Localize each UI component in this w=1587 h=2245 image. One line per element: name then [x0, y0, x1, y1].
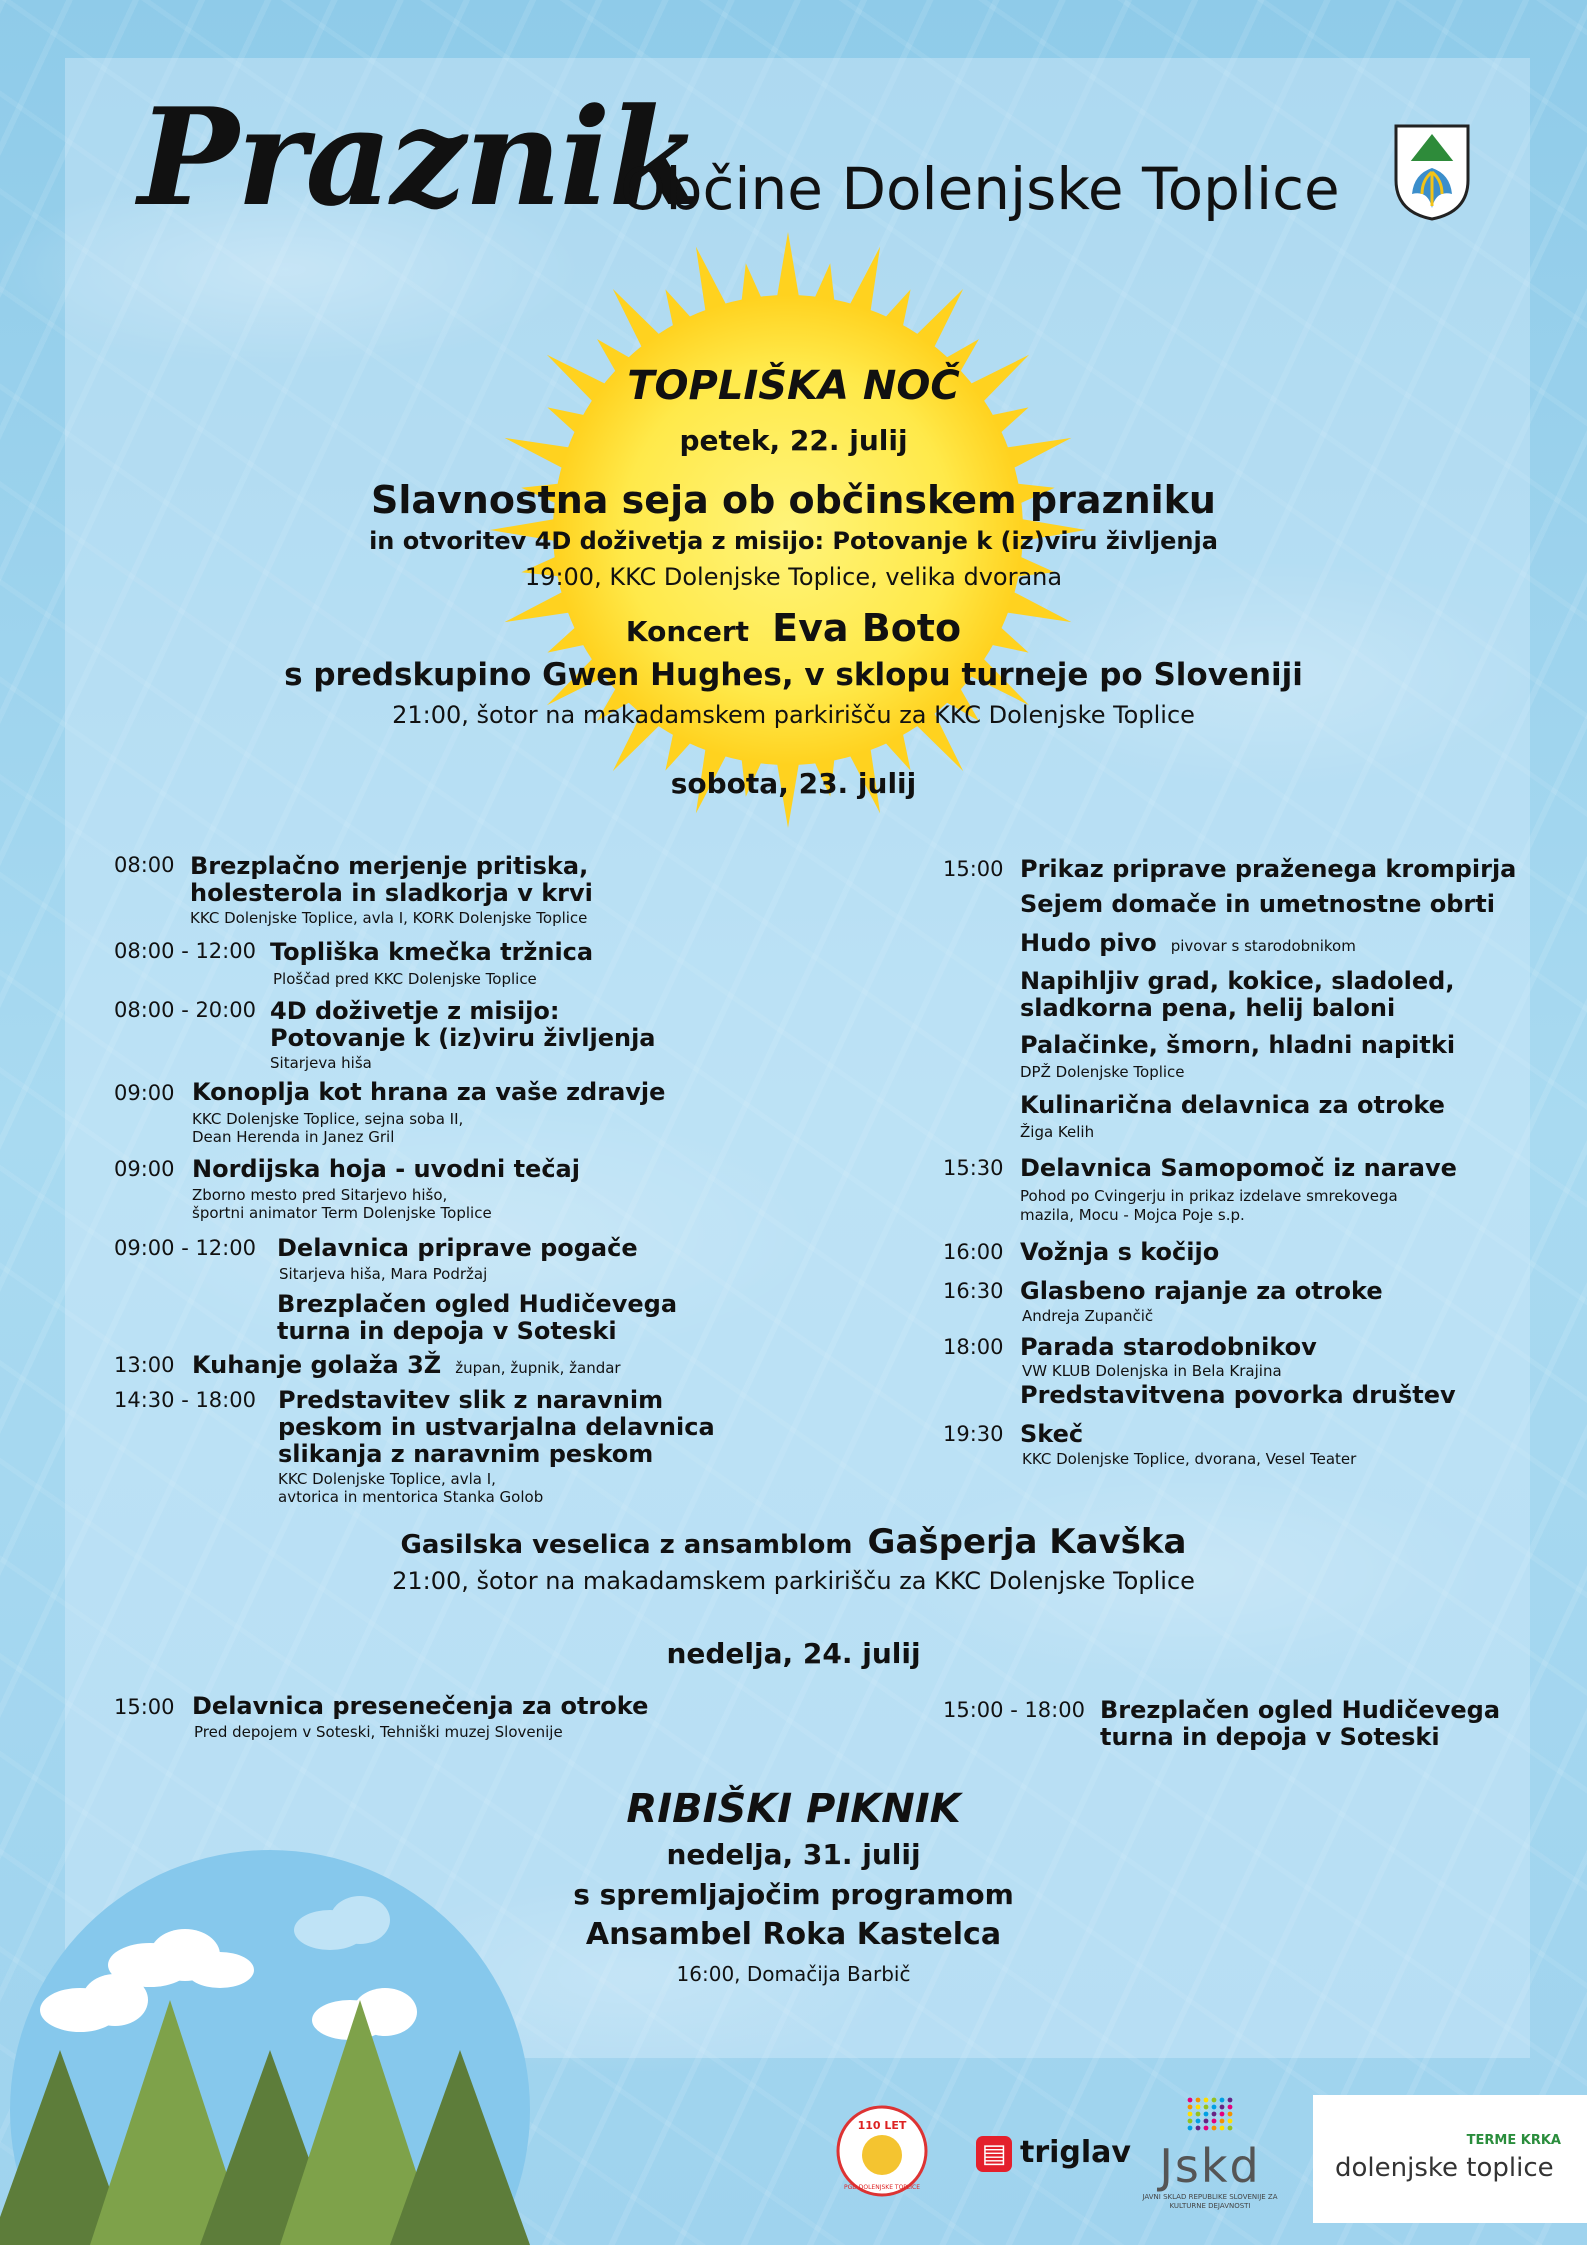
sat-right-6-sub2: mazila, Mocu - Mojca Poje s.p.: [1020, 1206, 1245, 1224]
concert-subtitle: s predskupino Gwen Hughes, v sklopu turneje po Sloveniji: [284, 657, 1303, 693]
sat-right-1-title: Sejem domače in umetnostne obrti: [1020, 890, 1495, 918]
jskd-dot: [1204, 2105, 1209, 2110]
sun-right-title: Brezplačen ogled Hudičevega: [1100, 1696, 1501, 1724]
sat-right-6-time: 15:30: [943, 1156, 1004, 1180]
session-subtitle: in otvoritev 4D doživetja z misijo: Potovanje k (iz)viru življenja: [369, 527, 1218, 555]
picnic-info: 16:00, Domačija Barbič: [676, 1962, 911, 1986]
sat-right-6-sub: Pohod po Cvingerju in prikaz izdelave smrekovega: [1020, 1187, 1398, 1205]
sat-left-0-title2: holesterola in sladkorja v krvi: [190, 879, 593, 907]
sat-left-8-time: 14:30 - 18:00: [114, 1388, 256, 1412]
jskd-dot: [1228, 2112, 1233, 2117]
sat-left-0-title: Brezplačno merjenje pritiska,: [190, 852, 589, 880]
sun-right-time: 15:00 - 18:00: [943, 1698, 1085, 1722]
sat-left-5-title: Delavnica priprave pogače: [277, 1234, 638, 1262]
event-ribiski-piknik: RIBIŠKI PIKNIK: [626, 1786, 961, 1832]
sat-right-3-title2: sladkorna pena, helij baloni: [1020, 994, 1396, 1022]
jskd-dot: [1220, 2126, 1225, 2131]
sat-left-8-sub: KKC Dolenjske Toplice, avla I,: [278, 1470, 496, 1488]
jskd-dot: [1212, 2119, 1217, 2124]
sat-left-8-title: Predstavitev slik z naravnim: [278, 1386, 664, 1414]
jskd-mark: Jskd: [1159, 2139, 1261, 2193]
session-title: Slavnostna seja ob občinskem prazniku: [371, 478, 1216, 522]
sat-left-7-time: 13:00: [114, 1353, 175, 1377]
sat-right-5-title: Kulinarična delavnica za otroke: [1020, 1091, 1445, 1119]
sat-left-2-time: 08:00 - 20:00: [114, 998, 256, 1022]
sat-right-9-sub: VW KLUB Dolenjska in Bela Krajina: [1022, 1362, 1282, 1380]
jskd-dot: [1220, 2105, 1225, 2110]
sat-right-2-title-text: Hudo pivo: [1020, 929, 1157, 957]
sat-right-7-title: Vožnja s kočijo: [1020, 1238, 1220, 1266]
terme-krka-label: TERME KRKA: [1466, 2133, 1561, 2148]
sun-right-title2: turna in depoja v Soteski: [1100, 1723, 1440, 1751]
date-picnic: nedelja, 31. julij: [666, 1838, 921, 1871]
sat-right-9-title: Parada starodobnikov: [1020, 1333, 1317, 1361]
jskd-dots-icon: [1185, 2095, 1235, 2135]
jskd-dot: [1228, 2126, 1233, 2131]
terme-krka-logo: [1313, 2095, 1587, 2223]
triglav-logo: [976, 2135, 1131, 2172]
session-info: 19:00, KKC Dolenjske Toplice, velika dvorana: [524, 563, 1063, 591]
jskd-dot: [1188, 2112, 1193, 2117]
jskd-logo: [1140, 2095, 1280, 2211]
sat-right-5-sub: Žiga Kelih: [1020, 1123, 1095, 1141]
jskd-dot: [1220, 2119, 1225, 2124]
sat-left-7-title: [192, 1351, 621, 1382]
sat-right-11-title: Skeč: [1020, 1420, 1084, 1448]
sat-right-8-sub: Andreja Zupančič: [1022, 1307, 1154, 1325]
concert-line: [0, 606, 1587, 650]
sat-left-4-time: 09:00: [114, 1157, 175, 1181]
event-toplisk-noc: TOPLIŠKA NOČ: [627, 363, 960, 409]
sat-right-8-title: Glasbeno rajanje za otroke: [1020, 1277, 1383, 1305]
sat-left-4-sub: Zborno mesto pred Sitarjevo hišo,: [192, 1186, 448, 1204]
evening-info: 21:00, šotor na makadamskem parkirišču za KKC Dolenjske Toplice: [392, 1567, 1195, 1595]
sat-left-7-inline: župan, župnik, žandar: [455, 1359, 621, 1377]
sat-left-7-title-text: Kuhanje golaža 3Ž: [192, 1351, 442, 1379]
sat-right-10-title: Predstavitvena povorka društev: [1020, 1381, 1456, 1409]
jskd-dot: [1228, 2098, 1233, 2103]
evening-label: Gasilska veselica z ansamblom: [400, 1530, 853, 1560]
sat-left-6-title2: turna in depoja v Soteski: [277, 1317, 617, 1345]
sat-left-0-time: 08:00: [114, 853, 175, 877]
forest-illustration: [0, 1780, 540, 2245]
concert-info: 21:00, šotor na makadamskem parkirišču za KKC Dolenjske Toplice: [392, 701, 1195, 729]
sat-right-8-time: 16:30: [943, 1279, 1004, 1303]
title-obcina: Občine Dolenjske Toplice: [620, 155, 1340, 223]
jskd-dot: [1212, 2098, 1217, 2103]
sat-right-11-sub: KKC Dolenjske Toplice, dvorana, Vesel Teater: [1022, 1450, 1357, 1468]
jskd-dot: [1212, 2112, 1217, 2117]
sat-right-9-time: 18:00: [943, 1335, 1004, 1359]
sat-right-4-sub: DPŽ Dolenjske Toplice: [1020, 1063, 1185, 1081]
sat-right-0-title: Prikaz priprave praženega krompirja: [1020, 855, 1517, 883]
jskd-dot: [1220, 2098, 1225, 2103]
sat-left-8-title2: peskom in ustvarjalna delavnica: [278, 1413, 715, 1441]
jskd-dot: [1196, 2126, 1201, 2131]
sat-left-0-sub: KKC Dolenjske Toplice, avla I, KORK Dolenjske Toplice: [190, 909, 588, 927]
date-saturday: sobota, 23. julij: [670, 767, 917, 800]
sat-left-3-sub2: Dean Herenda in Janez Gril: [192, 1128, 395, 1146]
jskd-dot: [1204, 2126, 1209, 2131]
sat-left-2-sub: Sitarjeva hiša: [270, 1054, 372, 1072]
dolenjske-toplice-label: dolenjske toplice: [1335, 2153, 1554, 2183]
pgd-logo-top: 110 LET: [857, 2119, 907, 2132]
concert-artist: Eva Boto: [772, 606, 962, 650]
jskd-dot: [1212, 2126, 1217, 2131]
evening-band: Gašperja Kavška: [867, 1522, 1187, 1562]
jskd-dot: [1196, 2119, 1201, 2124]
jskd-dot: [1204, 2112, 1209, 2117]
sat-right-11-time: 19:30: [943, 1422, 1004, 1446]
jskd-dot: [1196, 2112, 1201, 2117]
sat-left-5-sub: Sitarjeva hiša, Mara Podržaj: [279, 1265, 488, 1283]
pgd-logo-bottom: PGD DOLENJSKE TOPLICE: [843, 2184, 921, 2191]
jskd-dot: [1212, 2105, 1217, 2110]
picnic-line1: s spremljajočim programom: [573, 1878, 1014, 1911]
sun-left-sub: Pred depojem v Soteski, Tehniški muzej Slovenije: [194, 1723, 563, 1741]
sat-left-6-title: Brezplačen ogled Hudičevega: [277, 1290, 678, 1318]
jskd-dot: [1188, 2105, 1193, 2110]
jskd-dot: [1204, 2119, 1209, 2124]
sat-left-5-time: 09:00 - 12:00: [114, 1236, 256, 1260]
jskd-dot: [1204, 2098, 1209, 2103]
date-sunday: nedelja, 24. julij: [666, 1637, 921, 1670]
municipality-crest-icon: [1392, 122, 1472, 222]
sat-left-3-title: Konoplja kot hrana za vaše zdravje: [192, 1078, 666, 1106]
jskd-dot: [1228, 2105, 1233, 2110]
jskd-dot: [1188, 2098, 1193, 2103]
jskd-dot: [1220, 2112, 1225, 2117]
sat-left-4-sub2: športni animator Term Dolenjske Toplice: [192, 1204, 492, 1222]
sun-left-time: 15:00: [114, 1695, 175, 1719]
sat-right-2-inline: pivovar s starodobnikom: [1170, 937, 1356, 955]
sat-left-3-sub: KKC Dolenjske Toplice, sejna soba II,: [192, 1110, 464, 1128]
evening-line: [0, 1522, 1587, 1562]
pgd-anniversary-logo: [836, 2105, 928, 2197]
jskd-dot: [1228, 2119, 1233, 2124]
jskd-dot: [1188, 2119, 1193, 2124]
sat-right-7-time: 16:00: [943, 1240, 1004, 1264]
concert-label: Koncert: [625, 615, 750, 648]
sat-left-3-time: 09:00: [114, 1081, 175, 1105]
sat-left-1-title: Topliška kmečka tržnica: [270, 938, 594, 966]
sat-right-0-time: 15:00: [943, 857, 1004, 881]
sun-ray: [776, 232, 801, 305]
sat-left-4-title: Nordijska hoja - uvodni tečaj: [192, 1155, 580, 1183]
sat-right-2-title: [1020, 929, 1356, 960]
jskd-subtitle: JAVNI SKLAD REPUBLIKE SLOVENIJE ZA KULTURNE DEJAVNOSTI: [1142, 2193, 1278, 2210]
sat-right-4-title: Palačinke, šmorn, hladni napitki: [1020, 1031, 1456, 1059]
sat-left-1-time: 08:00 - 12:00: [114, 939, 256, 963]
sun-left-title: Delavnica presenečenja za otroke: [192, 1692, 649, 1720]
triglav-icon: ▤: [976, 2136, 1012, 2172]
sat-right-6-title: Delavnica Samopomoč iz narave: [1020, 1154, 1457, 1182]
date-friday: petek, 22. julij: [679, 424, 908, 457]
title-praznik: Praznik: [138, 78, 700, 236]
sat-left-2-title: 4D doživetje z misijo:: [270, 997, 560, 1025]
sat-left-1-sub: Ploščad pred KKC Dolenjske Toplice: [273, 970, 537, 988]
jskd-dot: [1188, 2126, 1193, 2131]
sat-left-8-title3: slikanja z naravnim peskom: [278, 1440, 654, 1468]
sat-right-3-title: Napihljiv grad, kokice, sladoled,: [1020, 967, 1455, 995]
sat-left-2-title2: Potovanje k (iz)viru življenja: [270, 1024, 656, 1052]
sat-left-8-sub2: avtorica in mentorica Stanka Golob: [278, 1488, 544, 1506]
triglav-text: triglav: [1020, 2135, 1131, 2170]
jskd-dot: [1196, 2098, 1201, 2103]
jskd-dot: [1196, 2105, 1201, 2110]
picnic-line2: Ansambel Roka Kastelca: [585, 1917, 1002, 1952]
